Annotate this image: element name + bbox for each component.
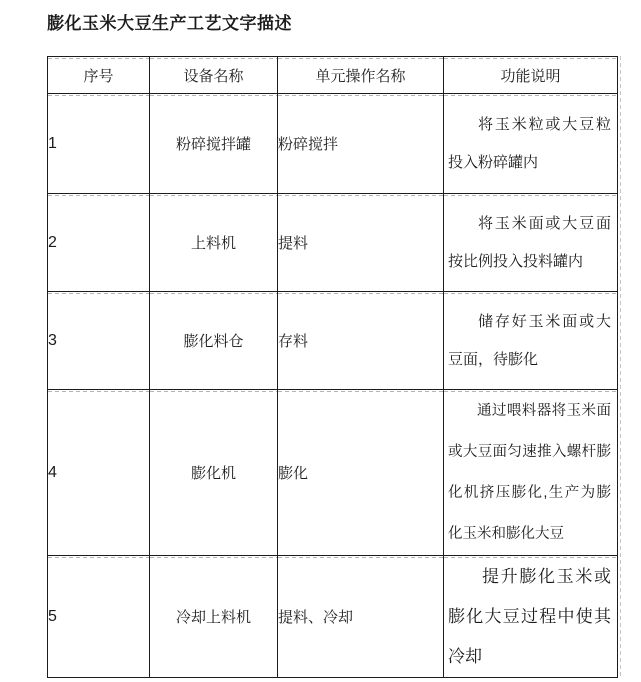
table-row bbox=[48, 194, 618, 292]
table-row bbox=[48, 94, 618, 194]
table-row bbox=[48, 292, 618, 390]
equipment-cell: 粉碎搅拌罐 bbox=[150, 94, 278, 194]
description-text: 将玉米面或大豆面按比例投入投料罐内 bbox=[448, 214, 611, 270]
equipment-cell: 膨化料仓 bbox=[150, 292, 278, 390]
document-title: 膨化玉米大豆生产工艺文字描述 bbox=[47, 14, 292, 33]
serial-cell: 3 bbox=[48, 292, 150, 390]
equipment-cell: 冷却上料机 bbox=[150, 556, 278, 678]
equipment-cell: 上料机 bbox=[150, 194, 278, 292]
serial-cell: 5 bbox=[48, 556, 150, 678]
operation-cell: 提料、冷却 bbox=[278, 556, 444, 678]
header-serial-number: 序号 bbox=[48, 57, 150, 94]
description-cell bbox=[444, 390, 618, 556]
description-text: 储存好玉米面或大豆面，待膨化 bbox=[448, 312, 611, 368]
process-table-container bbox=[47, 56, 617, 678]
table-header-row bbox=[48, 57, 618, 94]
description-text: 将玉米粒或大豆粒投入粉碎罐内 bbox=[448, 115, 611, 171]
description-cell bbox=[444, 94, 618, 194]
operation-cell: 膨化 bbox=[278, 390, 444, 556]
header-unit-operation: 单元操作名称 bbox=[278, 57, 444, 94]
serial-cell: 1 bbox=[48, 94, 150, 194]
description-cell bbox=[444, 292, 618, 390]
header-function-description: 功能说明 bbox=[444, 57, 618, 94]
serial-cell: 2 bbox=[48, 194, 150, 292]
operation-cell: 存料 bbox=[278, 292, 444, 390]
description-text: 通过喂料器将玉米面或大豆面匀速推入螺杆膨化机挤压膨化,生产为膨化玉米和膨化大豆 bbox=[448, 402, 611, 542]
equipment-cell: 膨化机 bbox=[150, 390, 278, 556]
operation-cell: 粉碎搅拌 bbox=[278, 94, 444, 194]
table-row bbox=[48, 556, 618, 678]
header-equipment-name: 设备名称 bbox=[150, 57, 278, 94]
operation-cell: 提料 bbox=[278, 194, 444, 292]
serial-cell: 4 bbox=[48, 390, 150, 556]
description-cell bbox=[444, 556, 618, 678]
process-table bbox=[47, 56, 618, 678]
description-cell bbox=[444, 194, 618, 292]
table-row bbox=[48, 390, 618, 556]
description-text: 提升膨化玉米或膨化大豆过程中使其冷却 bbox=[448, 566, 611, 666]
